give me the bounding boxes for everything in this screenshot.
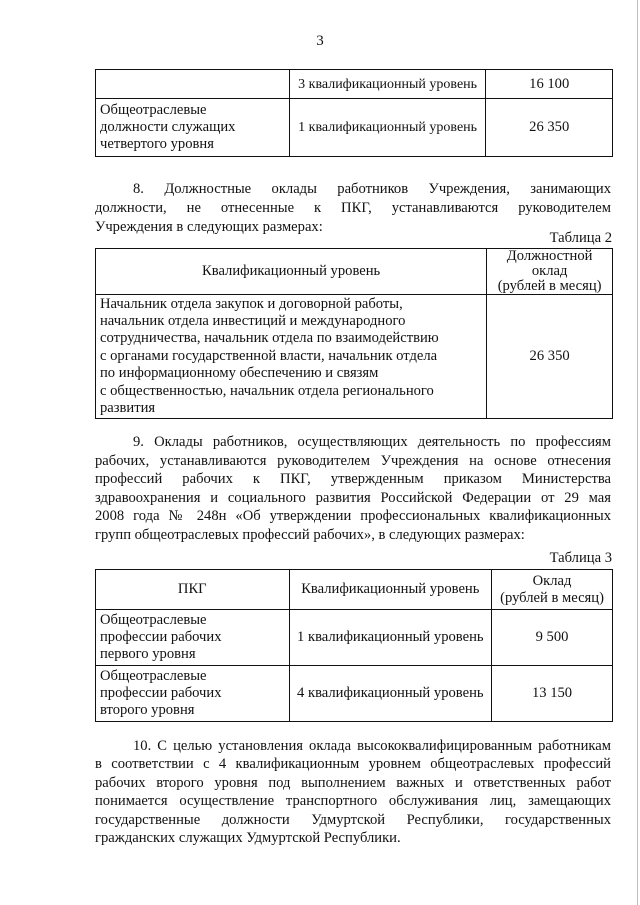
paragraph-line: групп общеотраслевых профессий рабочих», в следующих размерах:	[95, 526, 525, 543]
table3-header-level: Квалификационный уровень	[289, 570, 492, 610]
table1-cell-level: 1 квалификационный уровень	[289, 99, 486, 157]
paragraph-line: 9. Оклады работников, осуществляющих деятельность по профессиям	[133, 434, 611, 450]
paragraph-line: понимается осуществление транспортного обслуживания лиц, замещающих	[95, 793, 611, 810]
paragraph-line: 2008 года № 248н «Об утверждении профессиональных квалификационных	[95, 508, 611, 525]
table1-cell-salary: 16 100	[486, 70, 613, 99]
table2-header-salary	[487, 249, 613, 295]
paragraph-line: Учреждения в следующих размерах:	[95, 219, 323, 235]
table3-cell-group	[96, 610, 290, 666]
table3-cell-salary: 13 150	[492, 666, 613, 722]
paragraph-9	[95, 433, 611, 545]
group-line: первого уровня	[100, 646, 196, 662]
header-line: Должностной	[506, 248, 593, 264]
table3-header-salary	[492, 570, 613, 610]
paragraph-line: 10. С целью установления оклада высококвалифицированным работникам	[133, 738, 611, 754]
group-line: должности служащих	[100, 119, 236, 135]
header-line: (рублей в месяц)	[500, 589, 604, 606]
table2-cell-salary: 26 350	[487, 295, 613, 419]
table1-cell-group	[96, 99, 290, 157]
position-line: Начальник отдела закупок и договорной работы,	[100, 295, 403, 312]
paragraph-line: рабочих второго уровня под выполнением важных и ответственных работ	[95, 774, 611, 791]
table-2	[95, 248, 613, 419]
page-number: 3	[316, 33, 324, 49]
table-row	[96, 99, 613, 157]
paragraph-line: должности, не отнесенные к ПКГ, устанавливаются руководителем	[95, 200, 611, 216]
table-row	[96, 666, 613, 722]
table1-cell-salary: 26 350	[486, 99, 613, 157]
position-line: начальник отдела инвестиций и международного	[100, 312, 406, 329]
table-header-row	[96, 570, 613, 610]
table3-header-pkg: ПКГ	[96, 570, 290, 610]
position-line: с общественностью, начальник отдела регионального	[100, 382, 434, 399]
header-line: оклад	[531, 263, 568, 279]
paragraph-line: в соответствии с 4 квалификационным уровнем общеотраслевых профессий	[95, 756, 611, 773]
group-line: профессии рабочих	[100, 629, 222, 645]
table2-header-level: Квалификационный уровень	[96, 249, 487, 295]
table1-cell-group	[96, 70, 290, 99]
paragraph-line: 8. Должностные оклады работников Учреждения, занимающих	[133, 181, 611, 197]
group-line: четвертого уровня	[100, 136, 214, 152]
table-3-caption: Таблица 3	[549, 550, 612, 566]
paragraph-line: гражданских служащих Удмуртской Республики.	[95, 830, 401, 847]
group-line: Общеотраслевые	[100, 668, 207, 684]
table3-cell-level: 4 квалификационный уровень	[289, 666, 492, 722]
paragraph-line: рабочих, устанавливаются руководителем Учреждения на основе отнесения	[95, 452, 611, 469]
table2-cell-positions	[96, 295, 487, 419]
table-row	[96, 70, 613, 99]
header-line: Оклад	[532, 572, 572, 589]
table3-cell-salary: 9 500	[492, 610, 613, 666]
group-line: Общеотраслевые	[100, 102, 207, 118]
table-row	[96, 295, 613, 419]
header-line: (рублей в месяц)	[497, 278, 602, 294]
paragraph-line: здравоохранения и социального развития Российской Федерации от 29 мая	[95, 489, 611, 506]
group-line: второго уровня	[100, 702, 195, 718]
position-line: с органами государственной власти, начальник отдела	[100, 347, 438, 364]
scan-edge-line	[637, 0, 638, 905]
paragraph-line: профессий рабочих к ПКГ, утвержденным приказом Министерства	[95, 471, 611, 488]
group-line: Общеотраслевые	[100, 612, 207, 628]
paragraph-line: государственные должности Удмуртской Республики, государственных	[95, 811, 611, 828]
position-line: сотрудничества, начальник отдела по взаимодействию	[100, 330, 439, 347]
table-row	[96, 610, 613, 666]
position-line: по информационному обеспечению и связям	[100, 365, 379, 382]
position-line: развития	[100, 400, 156, 417]
paragraph-10	[95, 737, 611, 847]
paragraph-8	[95, 180, 611, 237]
table-1	[95, 69, 613, 157]
group-line: профессии рабочих	[100, 685, 222, 701]
table3-cell-group	[96, 666, 290, 722]
table-2-caption: Таблица 2	[549, 230, 612, 246]
table-3	[95, 569, 613, 722]
table1-cell-level: 3 квалификационный уровень	[289, 70, 486, 99]
table3-cell-level: 1 квалификационный уровень	[289, 610, 492, 666]
table-header-row	[96, 249, 613, 295]
